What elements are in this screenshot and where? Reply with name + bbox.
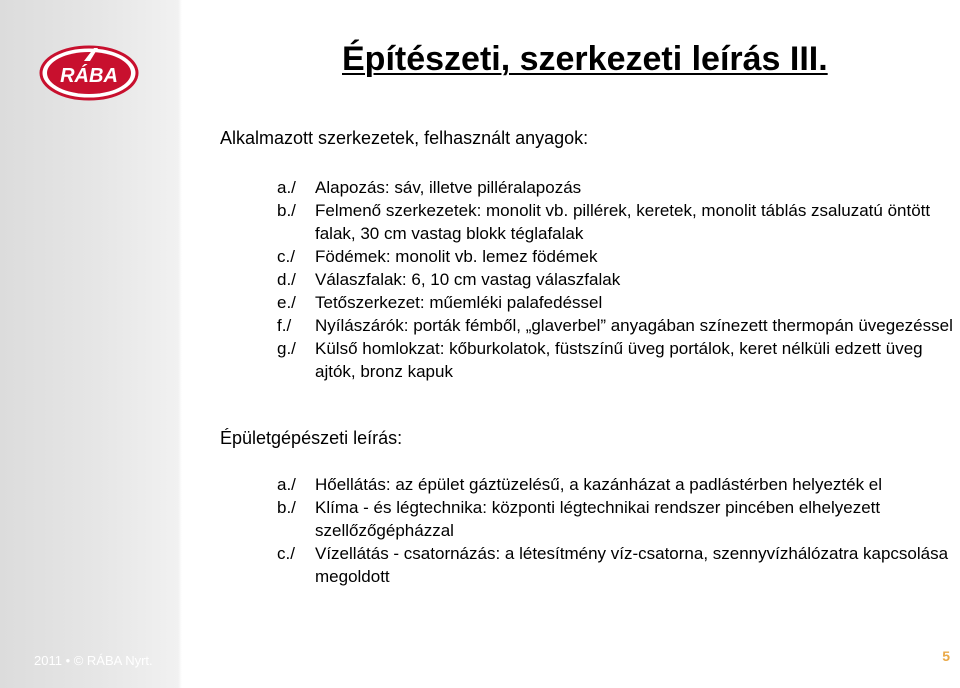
list-item [277, 473, 955, 496]
item-text: Külső homlokzat: kőburkolatok, füstszínű üveg portálok, keret nélküli edzett üveg ajtók, bronz kapuk [315, 339, 923, 381]
section-heading-structures: Alkalmazott szerkezetek, felhasznált anyagok: [220, 128, 589, 148]
item-letter: e./ [277, 293, 296, 312]
list-item [277, 268, 955, 291]
item-letter: c./ [277, 247, 295, 266]
list-item [277, 245, 955, 268]
footer-copyright: 2011 • © RÁBA Nyrt. [34, 653, 153, 668]
item-text: Födémek: monolit vb. lemez födémek [315, 247, 598, 266]
item-letter: b./ [277, 201, 296, 220]
item-text: Alapozás: sáv, illetve pilléralapozás [315, 178, 582, 197]
list-item [277, 337, 955, 383]
item-letter: d./ [277, 270, 296, 289]
sidebar-panel [0, 0, 178, 688]
item-letter: c./ [277, 544, 295, 563]
page-number: 5 [942, 648, 950, 664]
list-item [277, 496, 955, 542]
raba-logo [38, 44, 140, 102]
item-letter: f./ [277, 316, 292, 335]
item-letter: g./ [277, 339, 296, 358]
item-text: Válaszfalak: 6, 10 cm vastag válaszfalak [315, 270, 621, 289]
item-text: Tetőszerkezet: műemléki palafedéssel [315, 293, 603, 312]
item-letter: a./ [277, 475, 296, 494]
list-item [277, 291, 955, 314]
list-item [277, 176, 955, 199]
item-letter: b./ [277, 498, 296, 517]
list-item [277, 542, 955, 588]
item-text: Nyílászárók: porták fémből, „glaverbel” anyagában színezett thermopán üvegezéssel [315, 316, 953, 335]
item-text: Vízellátás - csatornázás: a létesítmény víz-csatorna, szennyvízhálózatra kapcsolása megoldott [315, 544, 949, 586]
structures-list [277, 176, 955, 383]
page-title: Építészeti, szerkezeti leírás III. [342, 40, 828, 78]
item-letter: a./ [277, 178, 296, 197]
item-text: Felmenő szerkezetek: monolit vb. pillérek, keretek, monolit táblás zsaluzatú öntött falak, 30 cm vastag blokk téglafalak [315, 201, 931, 243]
list-item [277, 314, 955, 337]
sidebar-edge [178, 0, 182, 688]
list-item [277, 199, 955, 245]
item-text: Hőellátás: az épület gáztüzelésű, a kazánházat a padlástérben helyezték el [315, 475, 883, 494]
svg-text:RÁBA: RÁBA [60, 65, 118, 87]
section-heading-building-services: Épületgépészeti leírás: [220, 428, 403, 448]
building-services-list [277, 473, 955, 588]
item-text: Klíma - és légtechnika: központi légtechnikai rendszer pincében elhelyezett szellőzőgépházzal [315, 498, 881, 540]
